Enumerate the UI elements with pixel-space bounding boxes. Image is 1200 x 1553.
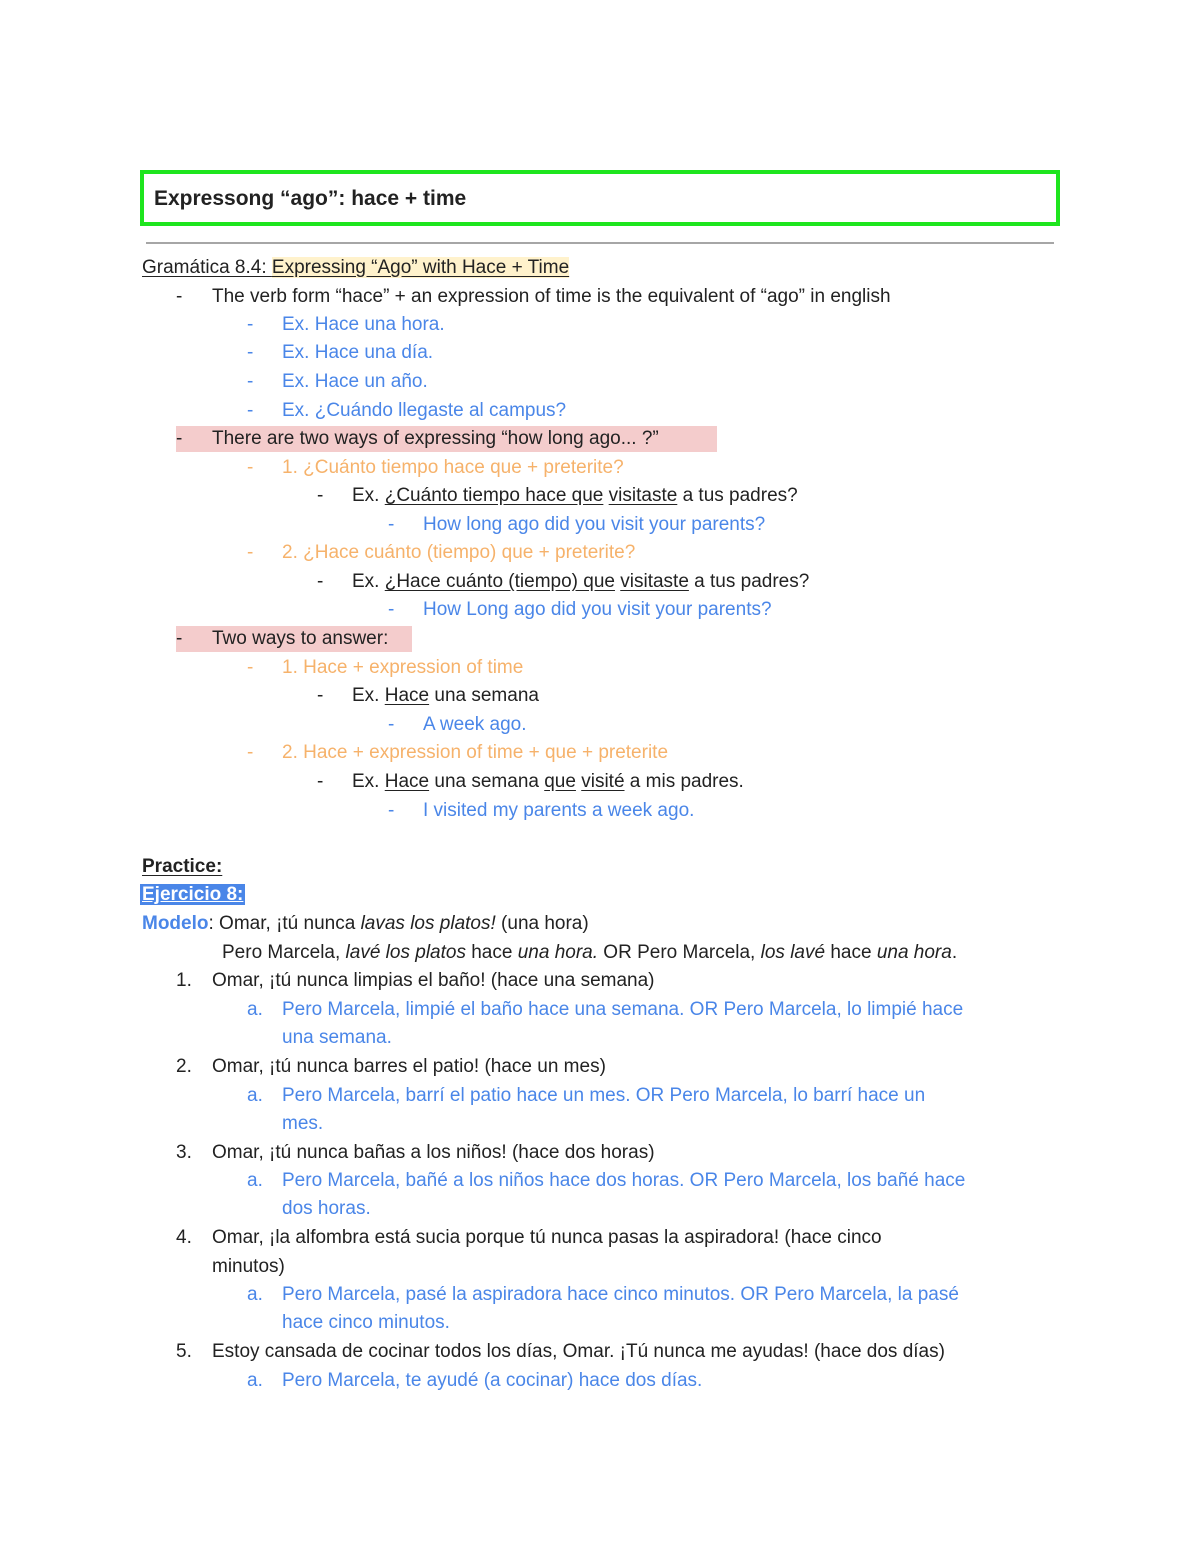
ex-underlined: ¿Cuánto tiempo hace que bbox=[384, 485, 604, 506]
bullet: - bbox=[317, 485, 324, 506]
ex-rest: a mis padres. bbox=[624, 771, 744, 792]
title-box bbox=[140, 170, 1060, 226]
ways-question-row bbox=[176, 426, 717, 452]
item-answer-cont: mes. bbox=[282, 1113, 324, 1134]
bullet: - bbox=[388, 599, 395, 620]
grammar-prefix: Gramática 8.4: bbox=[142, 257, 272, 278]
modelo-label: Modelo bbox=[142, 913, 209, 934]
bullet: - bbox=[247, 542, 254, 563]
horizontal-rule bbox=[146, 242, 1054, 244]
grammar-heading bbox=[142, 255, 569, 281]
translation-line: A week ago. bbox=[423, 714, 527, 735]
modelo-answer bbox=[222, 940, 957, 966]
item-number: 2. bbox=[176, 1056, 192, 1077]
bullet: - bbox=[388, 714, 395, 735]
item-letter: a. bbox=[247, 1284, 263, 1305]
ex-underlined: que bbox=[544, 771, 576, 792]
answer-form-1: 1. Hace + expression of time bbox=[282, 657, 524, 678]
ex-underlined: visitaste bbox=[620, 571, 689, 592]
item-letter: a. bbox=[247, 999, 263, 1020]
modelo-line bbox=[142, 911, 589, 937]
item-letter: a. bbox=[247, 1085, 263, 1106]
item-answer-cont: hace cinco minutos. bbox=[282, 1312, 450, 1333]
translation-line: How Long ago did you visit your parents? bbox=[423, 599, 772, 620]
example-line: Ex. Hace un año. bbox=[282, 371, 428, 392]
ex-rest: a tus padres? bbox=[677, 485, 798, 506]
bullet: - bbox=[176, 628, 183, 649]
item-number: 1. bbox=[176, 970, 192, 991]
translation-line: I visited my parents a week ago. bbox=[423, 800, 695, 821]
answer-form-2: 2. Hace + expression of time + que + preterite bbox=[282, 742, 669, 763]
answer-example-2 bbox=[352, 769, 744, 795]
item-letter: a. bbox=[247, 1370, 263, 1391]
ex-mid: una semana bbox=[429, 771, 545, 792]
modelo-text: (una hora) bbox=[495, 913, 589, 934]
item-prompt: Omar, ¡tú nunca bañas a los niños! (hace dos horas) bbox=[212, 1142, 655, 1163]
modelo-text: : Omar, ¡tú nunca bbox=[208, 913, 361, 934]
ex-underlined: visitaste bbox=[608, 485, 678, 506]
item-answer: Pero Marcela, bañé a los niños hace dos horas. OR Pero Marcela, los bañé hace bbox=[282, 1170, 966, 1191]
bullet: - bbox=[176, 286, 183, 307]
question-form-1: 1. ¿Cuánto tiempo hace que + preterite? bbox=[282, 457, 624, 478]
item-prompt: Omar, ¡tú nunca barres el patio! (hace un mes) bbox=[212, 1056, 606, 1077]
bullet: - bbox=[247, 400, 254, 421]
bullet: - bbox=[388, 800, 395, 821]
bullet: - bbox=[247, 371, 254, 392]
ex-underlined: ¿Hace cuánto (tiempo) que bbox=[384, 571, 615, 592]
item-answer-cont: una semana. bbox=[282, 1027, 392, 1048]
example-line: Ex. Hace una hora. bbox=[282, 314, 445, 335]
modelo-italic: una hora. bbox=[517, 942, 599, 963]
ways-answer-row bbox=[176, 626, 412, 652]
exercise-heading: Ejercicio 8: bbox=[142, 884, 244, 905]
item-number: 5. bbox=[176, 1341, 192, 1362]
translation-line: How long ago did you visit your parents? bbox=[423, 514, 766, 535]
bullet: - bbox=[247, 657, 254, 678]
modelo-italic: lavé los platos bbox=[345, 942, 466, 963]
answer-example-1 bbox=[352, 683, 539, 709]
intro-note: The verb form “hace” + an expression of time is the equivalent of “ago” in english bbox=[212, 286, 891, 307]
modelo-text: Pero Marcela, bbox=[222, 942, 346, 963]
item-answer-cont: dos horas. bbox=[282, 1198, 371, 1219]
modelo-text: OR Pero Marcela, bbox=[598, 942, 761, 963]
modelo-text: hace bbox=[825, 942, 877, 963]
bullet: - bbox=[247, 342, 254, 363]
exercise-heading-row bbox=[140, 882, 245, 908]
ex-underlined: Hace bbox=[384, 685, 430, 706]
ex-rest: a tus padres? bbox=[688, 571, 810, 592]
question-form-2: 2. ¿Hace cuánto (tiempo) que + preterite? bbox=[282, 542, 636, 563]
item-prompt-cont: minutos) bbox=[212, 1256, 285, 1277]
modelo-italic: lavas los platos! bbox=[360, 913, 496, 934]
bullet: - bbox=[317, 771, 324, 792]
item-answer: Pero Marcela, pasé la aspiradora hace cinco minutos. OR Pero Marcela, la pasé bbox=[282, 1284, 959, 1305]
grammar-topic: Expressing “Ago” with Hace + Time bbox=[271, 257, 570, 278]
item-letter: a. bbox=[247, 1170, 263, 1191]
item-number: 4. bbox=[176, 1227, 192, 1248]
ex-prefix: Ex. bbox=[352, 685, 385, 706]
ways-answer: Two ways to answer: bbox=[212, 628, 389, 649]
item-number: 3. bbox=[176, 1142, 192, 1163]
ways-question: There are two ways of expressing “how long ago... ?” bbox=[212, 428, 659, 449]
ex-prefix: Ex. bbox=[352, 771, 385, 792]
bullet: - bbox=[247, 314, 254, 335]
bullet: - bbox=[317, 571, 324, 592]
item-prompt: Estoy cansada de cocinar todos los días, Omar. ¡Tú nunca me ayudas! (hace dos días) bbox=[212, 1341, 945, 1362]
bullet: - bbox=[247, 457, 254, 478]
question-example-1 bbox=[352, 483, 798, 509]
ex-prefix: Ex. bbox=[352, 571, 385, 592]
item-prompt: Omar, ¡la alfombra está sucia porque tú nunca pasas la aspiradora! (hace cinco bbox=[212, 1227, 882, 1248]
modelo-text: hace bbox=[465, 942, 518, 963]
item-answer: Pero Marcela, limpié el baño hace una semana. OR Pero Marcela, lo limpié hace bbox=[282, 999, 964, 1020]
item-prompt: Omar, ¡tú nunca limpias el baño! (hace una semana) bbox=[212, 970, 655, 991]
item-answer: Pero Marcela, te ayudé (a cocinar) hace dos días. bbox=[282, 1370, 703, 1391]
ex-underlined: Hace bbox=[384, 771, 430, 792]
modelo-italic: una hora bbox=[876, 942, 952, 963]
bullet: - bbox=[317, 685, 324, 706]
ex-underlined: visité bbox=[581, 771, 625, 792]
example-line: Ex. Hace una día. bbox=[282, 342, 434, 363]
page-title: Expressong “ago”: hace + time bbox=[154, 187, 467, 210]
ex-prefix: Ex. bbox=[352, 485, 385, 506]
bullet: - bbox=[247, 742, 254, 763]
modelo-text: . bbox=[951, 942, 958, 963]
practice-heading: Practice: bbox=[142, 856, 223, 877]
bullet: - bbox=[176, 428, 183, 449]
ex-rest: una semana bbox=[429, 685, 539, 706]
item-answer: Pero Marcela, barrí el patio hace un mes. OR Pero Marcela, lo barrí hace un bbox=[282, 1085, 926, 1106]
modelo-italic: los lavé bbox=[760, 942, 826, 963]
bullet: - bbox=[388, 514, 395, 535]
question-example-2 bbox=[352, 569, 809, 595]
example-line: Ex. ¿Cuándo llegaste al campus? bbox=[282, 400, 567, 421]
